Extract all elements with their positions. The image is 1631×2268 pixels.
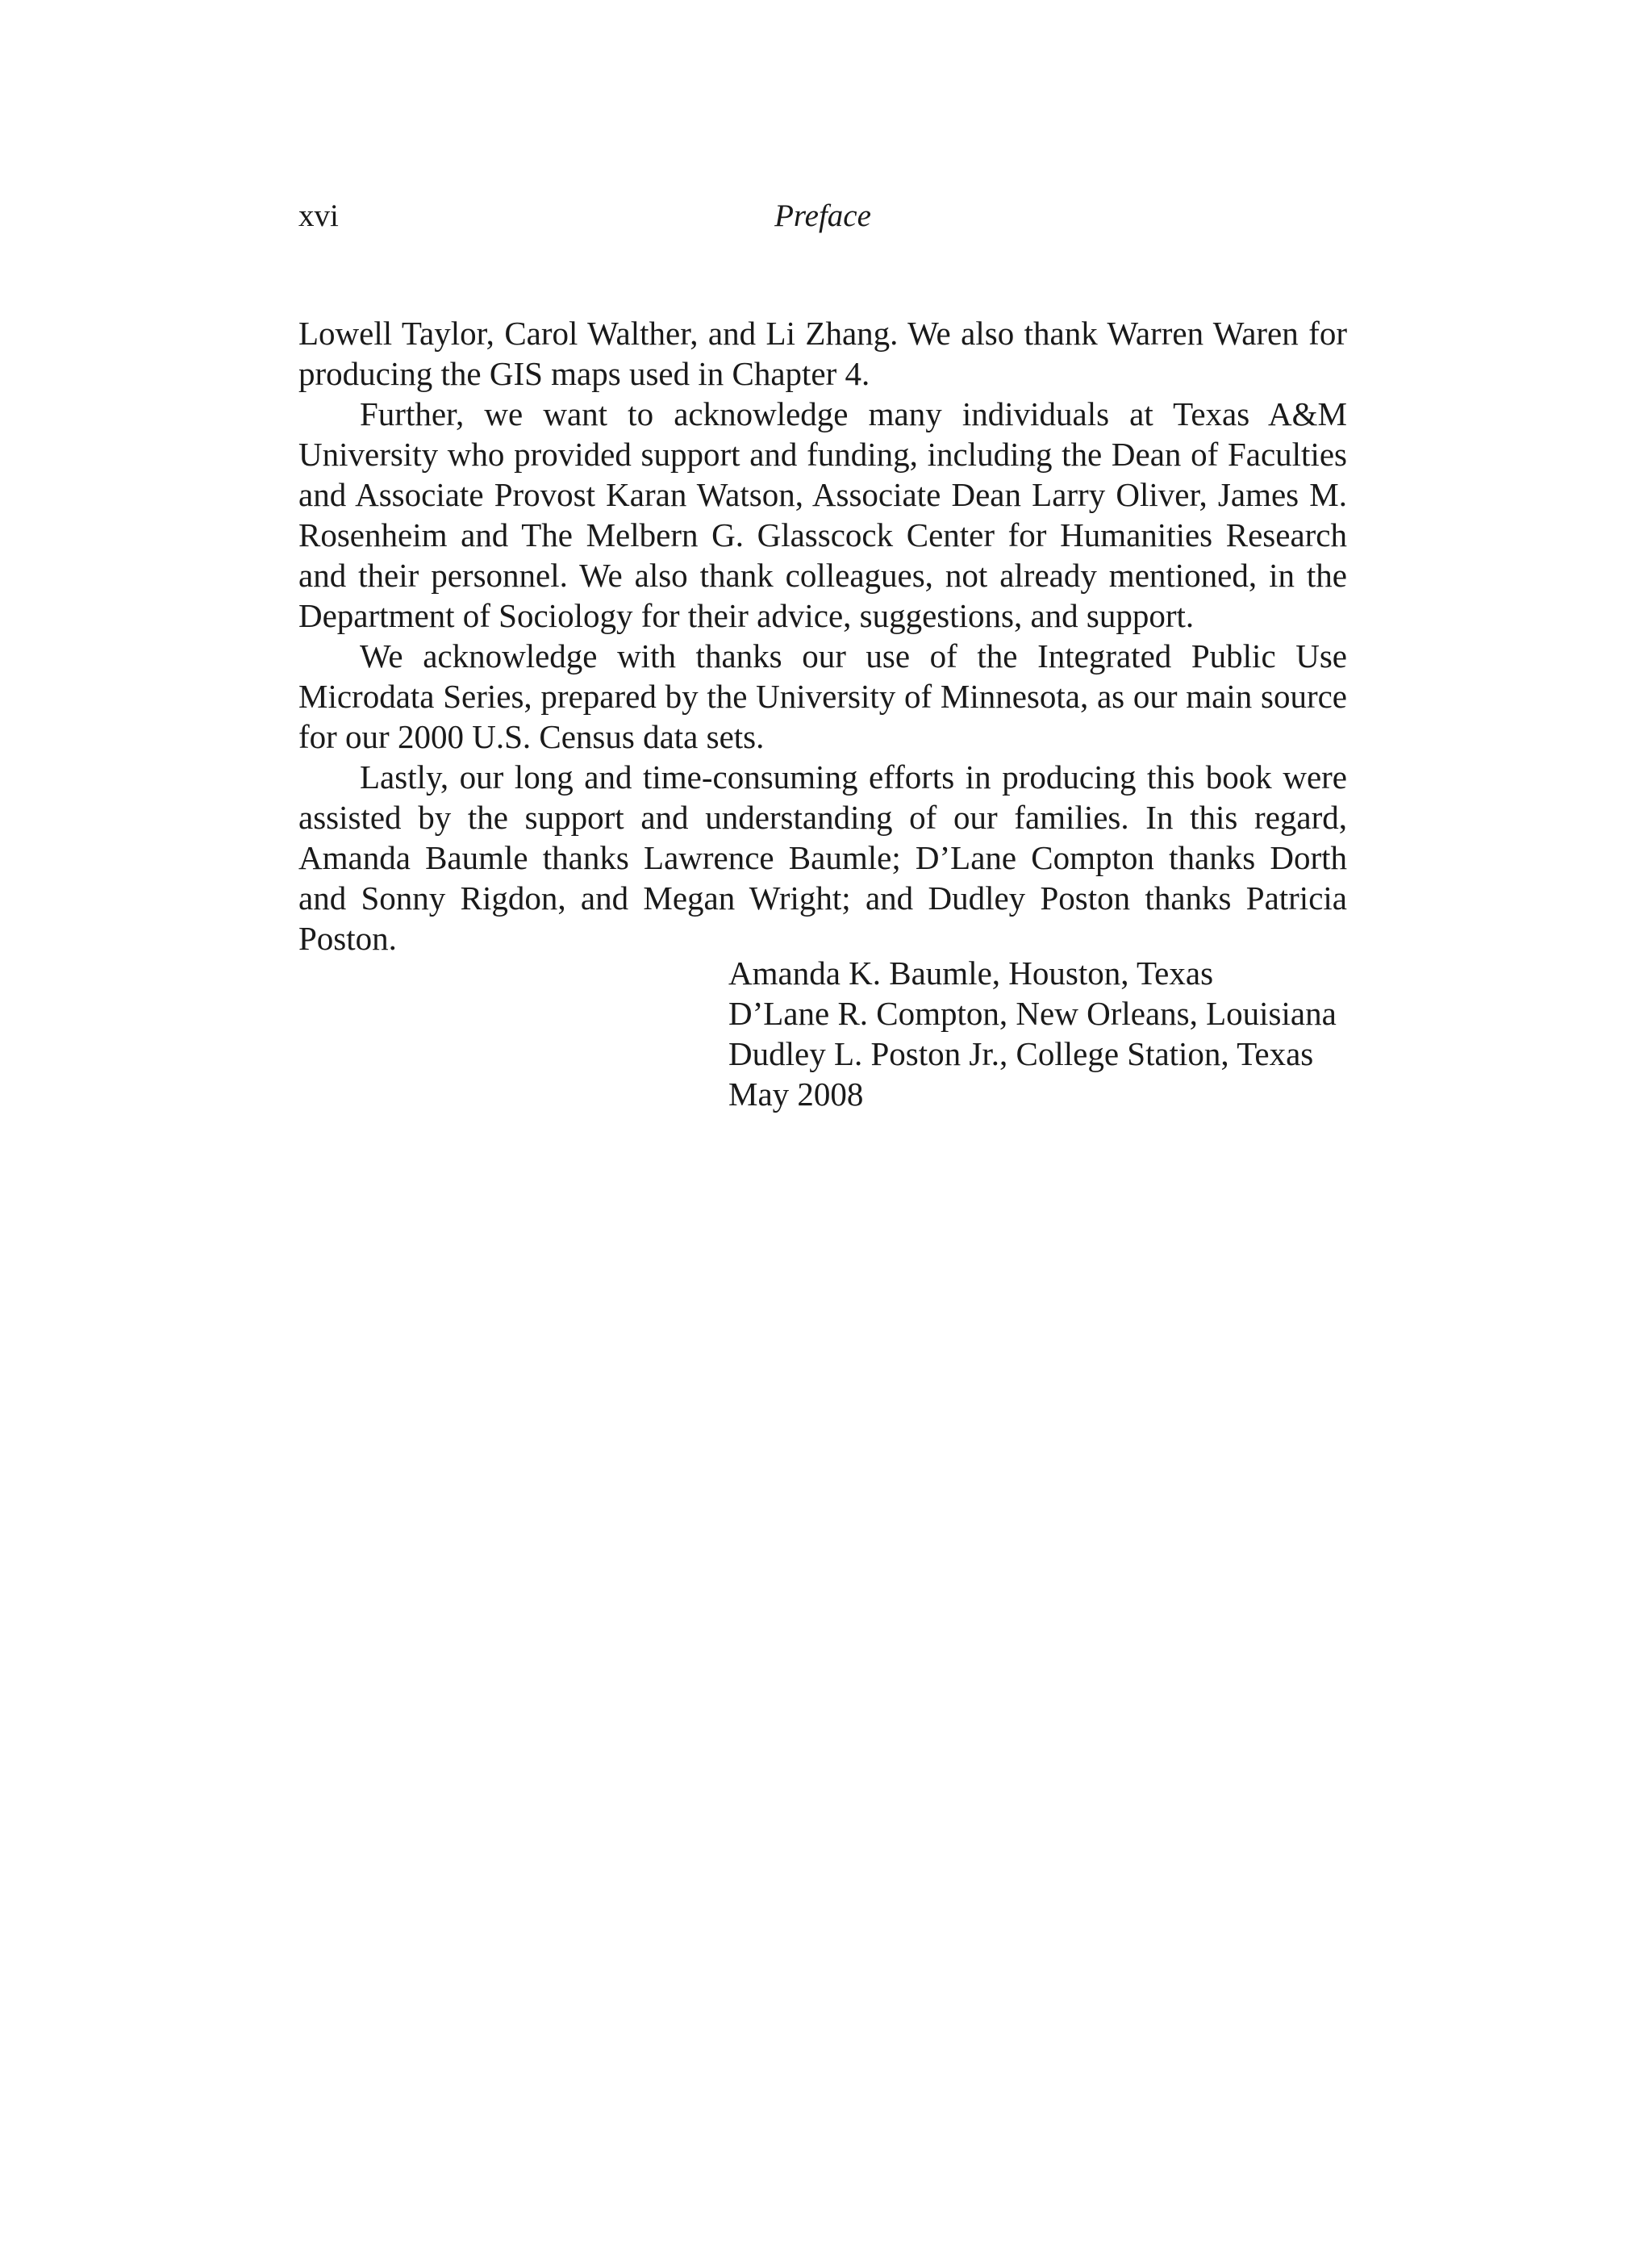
signature-line-compton: D’Lane R. Compton, New Orleans, Louisiana <box>728 995 1337 1032</box>
author-signatures <box>728 953 1341 1114</box>
paragraph-acknowledgments-families: Lastly, our long and time-consuming efforts in producing this book were assisted by the support and understanding of our families. In this regard, Amanda Baumle thanks Lawrence Baumle; D’Lane Compton thanks Dorth and Sonny Rigdon, and Megan Wright; and Dudley Poston thanks Patricia Poston. <box>298 758 1347 957</box>
paragraph-acknowledgments-ipums: We acknowledge with thanks our use of the Integrated Public Use Microdata Series, prepared by the University of Minnesota, as our main source for our 2000 U.S. Census data sets. <box>298 637 1347 755</box>
paragraph-acknowledgments-texas-am: Further, we want to acknowledge many individuals at Texas A&M University who provided support and funding, including the Dean of Faculties and Associate Provost Karan Watson, Associate Dean Larry Oliver, James M. Rosenheim and The Melbern G. Glasscock Center for Humanities Research and their personnel. We also thank colleagues, not already mentioned, in the Department of Sociology for their advice, suggestions, and support. <box>298 395 1347 634</box>
signature-line-baumle: Amanda K. Baumle, Houston, Texas <box>728 954 1214 992</box>
page-number: xvi <box>298 198 339 233</box>
signature-line-poston: Dudley L. Poston Jr., College Station, Texas <box>728 1035 1314 1072</box>
paragraph-continuation: Lowell Taylor, Carol Walther, and Li Zhang. We also thank Warren Waren for producing the GIS maps used in Chapter 4. <box>298 315 1347 392</box>
preface-body <box>298 313 1347 959</box>
running-title: Preface <box>774 198 871 233</box>
signature-date: May 2008 <box>728 1076 864 1113</box>
running-head <box>298 192 1347 240</box>
